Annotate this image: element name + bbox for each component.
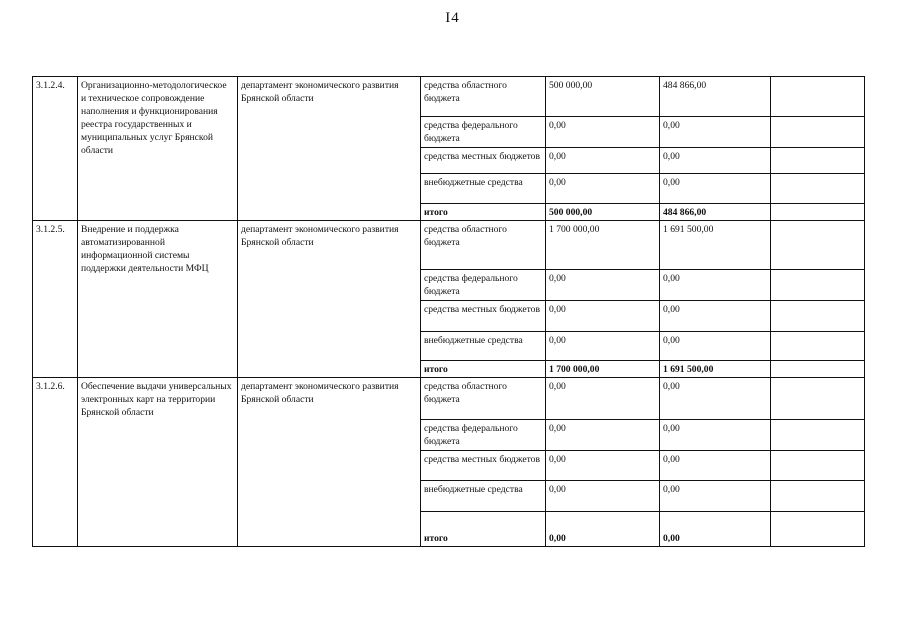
total-actual: 1 691 500,00 bbox=[660, 361, 771, 378]
actual-amount: 0,00 bbox=[660, 451, 771, 481]
table-row bbox=[33, 77, 865, 117]
extra-amount bbox=[771, 221, 865, 270]
extra-amount bbox=[771, 301, 865, 332]
total-actual: 484 866,00 bbox=[660, 204, 771, 221]
measure-name: Организационно-методологическое и техническое сопровождение наполнения и функционирования реестра государственных и муниципальных услуг Брянской области bbox=[78, 77, 238, 221]
extra-amount bbox=[771, 117, 865, 148]
planned-amount: 1 700 000,00 bbox=[546, 221, 660, 270]
actual-amount: 0,00 bbox=[660, 270, 771, 301]
funding-source: средства областного бюджета bbox=[421, 221, 546, 270]
planned-amount: 0,00 bbox=[546, 301, 660, 332]
total-extra bbox=[771, 361, 865, 378]
table-row bbox=[33, 221, 865, 270]
table-row bbox=[33, 378, 865, 420]
total-planned: 1 700 000,00 bbox=[546, 361, 660, 378]
executor: департамент экономического развития Брянской области bbox=[238, 378, 421, 547]
extra-amount bbox=[771, 481, 865, 512]
funding-source: внебюджетные средства bbox=[421, 174, 546, 204]
extra-amount bbox=[771, 174, 865, 204]
actual-amount: 0,00 bbox=[660, 148, 771, 174]
planned-amount: 0,00 bbox=[546, 270, 660, 301]
funding-source: средства федерального бюджета bbox=[421, 270, 546, 301]
planned-amount: 500 000,00 bbox=[546, 77, 660, 117]
total-label: итого bbox=[421, 204, 546, 221]
measure-name: Обеспечение выдачи универсальных электронных карт на территории Брянской области bbox=[78, 378, 238, 547]
planned-amount: 0,00 bbox=[546, 148, 660, 174]
extra-amount bbox=[771, 270, 865, 301]
funding-source: внебюджетные средства bbox=[421, 332, 546, 361]
actual-amount: 0,00 bbox=[660, 332, 771, 361]
actual-amount: 0,00 bbox=[660, 481, 771, 512]
funding-source: средства местных бюджетов bbox=[421, 148, 546, 174]
total-label: итого bbox=[421, 361, 546, 378]
planned-amount: 0,00 bbox=[546, 117, 660, 148]
planned-amount: 0,00 bbox=[546, 481, 660, 512]
total-planned: 0,00 bbox=[546, 512, 660, 547]
actual-amount: 484 866,00 bbox=[660, 77, 771, 117]
funding-source: внебюджетные средства bbox=[421, 481, 546, 512]
executor: департамент экономического развития Брянской области bbox=[238, 77, 421, 221]
actual-amount: 1 691 500,00 bbox=[660, 221, 771, 270]
total-actual: 0,00 bbox=[660, 512, 771, 547]
measure-code: 3.1.2.4. bbox=[33, 77, 78, 221]
actual-amount: 0,00 bbox=[660, 420, 771, 451]
planned-amount: 0,00 bbox=[546, 174, 660, 204]
measure-code: 3.1.2.6. bbox=[33, 378, 78, 547]
funding-source: средства областного бюджета bbox=[421, 77, 546, 117]
funding-source: средства местных бюджетов bbox=[421, 301, 546, 332]
planned-amount: 0,00 bbox=[546, 332, 660, 361]
total-extra bbox=[771, 512, 865, 547]
executor: департамент экономического развития Брянской области bbox=[238, 221, 421, 378]
funding-source: средства федерального бюджета bbox=[421, 117, 546, 148]
measure-code: 3.1.2.5. bbox=[33, 221, 78, 378]
actual-amount: 0,00 bbox=[660, 174, 771, 204]
actual-amount: 0,00 bbox=[660, 117, 771, 148]
extra-amount bbox=[771, 378, 865, 420]
planned-amount: 0,00 bbox=[546, 420, 660, 451]
total-planned: 500 000,00 bbox=[546, 204, 660, 221]
extra-amount bbox=[771, 451, 865, 481]
total-label: итого bbox=[421, 512, 546, 547]
page-number: I4 bbox=[445, 10, 460, 26]
extra-amount bbox=[771, 420, 865, 451]
actual-amount: 0,00 bbox=[660, 378, 771, 420]
total-extra bbox=[771, 204, 865, 221]
budget-table bbox=[32, 76, 865, 547]
measure-name: Внедрение и поддержка автоматизированной информационной системы поддержки деятельности МФЦ bbox=[78, 221, 238, 378]
extra-amount bbox=[771, 148, 865, 174]
extra-amount bbox=[771, 332, 865, 361]
extra-amount bbox=[771, 77, 865, 117]
funding-source: средства областного бюджета bbox=[421, 378, 546, 420]
planned-amount: 0,00 bbox=[546, 451, 660, 481]
actual-amount: 0,00 bbox=[660, 301, 771, 332]
planned-amount: 0,00 bbox=[546, 378, 660, 420]
funding-source: средства федерального бюджета bbox=[421, 420, 546, 451]
funding-source: средства местных бюджетов bbox=[421, 451, 546, 481]
